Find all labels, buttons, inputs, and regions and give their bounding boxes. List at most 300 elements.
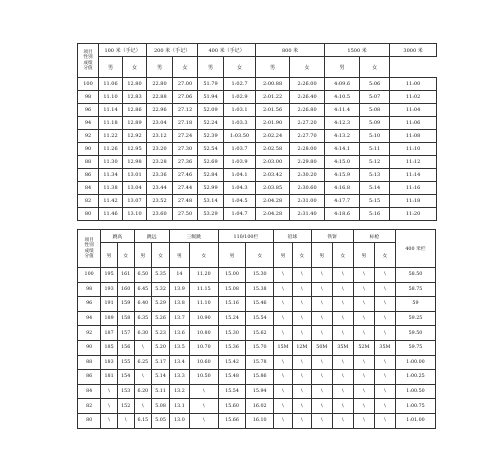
table-row <box>78 143 437 156</box>
result-cell: 5:09 <box>360 117 390 130</box>
result-cell: 1:04.3 <box>224 182 256 195</box>
result-cell: \ <box>292 413 311 428</box>
result-cell: 51.79 <box>198 78 224 91</box>
result-cell: 22.96 <box>147 104 173 117</box>
result-cell: 2:31.00 <box>290 195 325 208</box>
gender-header-cell: 女 <box>246 243 274 268</box>
result-cell: 27.46 <box>173 169 198 182</box>
result-cell: 13.0 <box>169 413 189 428</box>
result-cell: 11.30 <box>99 156 123 169</box>
result-cell: \ <box>292 399 311 414</box>
result-cell: 153 <box>117 384 134 399</box>
table-row <box>78 195 437 208</box>
result-cell: \ <box>332 399 353 414</box>
result-cell: 52.24 <box>198 117 224 130</box>
table-row <box>78 399 436 414</box>
gender-header-cell: 男 <box>311 243 332 268</box>
gender-header-cell: 女 <box>117 243 134 268</box>
event-header: 200 米（手记） <box>147 44 198 57</box>
result-cell: 59 <box>395 297 435 312</box>
result-cell: \ <box>353 384 374 399</box>
score-cell: 98 <box>78 282 101 297</box>
result-cell: 11.34 <box>99 169 123 182</box>
result-cell: \ <box>353 399 374 414</box>
result-cell: 15.60 <box>218 399 246 414</box>
result-cell: 1:04.7 <box>224 208 256 221</box>
result-cell: 2:03.85 <box>256 182 290 195</box>
gender-header-cell: 女 <box>173 57 198 78</box>
result-cell: 159 <box>117 297 134 312</box>
result-cell: 15.70 <box>246 340 274 355</box>
result-cell: \ <box>311 297 332 312</box>
result-cell: 161 <box>117 268 134 283</box>
score-cell: 82 <box>78 195 99 208</box>
corner-label-item: 项目 <box>84 237 94 243</box>
result-cell: \ <box>117 413 134 428</box>
result-cell: 11:16 <box>390 182 437 195</box>
result-cell: 1:03.50 <box>224 130 256 143</box>
result-cell: 13.4 <box>169 355 189 370</box>
result-cell: 6.40 <box>134 297 152 312</box>
result-cell: 6.45 <box>134 282 152 297</box>
table-row <box>78 156 437 169</box>
result-cell: 15M <box>274 340 293 355</box>
table-row <box>78 340 436 355</box>
result-cell: 27.36 <box>173 156 198 169</box>
result-cell: 15.08 <box>218 282 246 297</box>
score-cell: 94 <box>78 311 101 326</box>
result-cell: \ <box>292 355 311 370</box>
result-cell: 5:06 <box>360 78 390 91</box>
result-cell: \ <box>274 370 293 385</box>
result-cell: 5:14 <box>360 182 390 195</box>
gender-header-cell: 女 <box>360 57 390 78</box>
result-cell: 27.48 <box>173 195 198 208</box>
result-cell: 11:10 <box>390 143 437 156</box>
corner-label-result: 成绩 <box>83 60 93 66</box>
result-cell: 1:00.00 <box>395 355 435 370</box>
result-cell: 160 <box>117 282 134 297</box>
result-cell: 11.20 <box>189 268 218 283</box>
result-cell: 12.86 <box>123 104 147 117</box>
result-cell: 23.28 <box>147 156 173 169</box>
gender-header-cell: 女 <box>374 243 395 268</box>
gender-header-cell: 男 <box>147 57 173 78</box>
result-cell: 15.54 <box>218 384 246 399</box>
result-cell: 14 <box>169 268 189 283</box>
result-cell: 12.92 <box>123 130 147 143</box>
result-cell: 5.20 <box>152 340 170 355</box>
result-cell: 11:00 <box>390 78 437 91</box>
score-cell: 92 <box>78 326 101 341</box>
table-corner-header <box>78 230 101 268</box>
result-cell: \ <box>274 311 293 326</box>
result-cell: 11:18 <box>390 195 437 208</box>
result-cell: \ <box>274 282 293 297</box>
gender-header-cell: 男 <box>353 243 374 268</box>
result-cell: 189 <box>101 311 118 326</box>
score-cell: 86 <box>78 169 99 182</box>
result-cell: 23.04 <box>147 117 173 130</box>
corner-label-gender: 性别 <box>83 55 93 61</box>
result-cell: 5:15 <box>360 195 390 208</box>
gender-header-cell: 女 <box>224 57 256 78</box>
table-row <box>78 355 436 370</box>
table-row <box>78 370 436 385</box>
result-cell: \ <box>101 384 118 399</box>
result-cell: 11:04 <box>390 104 437 117</box>
result-cell: \ <box>332 370 353 385</box>
result-cell: \ <box>353 282 374 297</box>
result-cell: 2:26.40 <box>290 91 325 104</box>
result-cell: \ <box>353 311 374 326</box>
result-cell: 13.8 <box>169 297 189 312</box>
result-cell: 13.1 <box>169 399 189 414</box>
result-cell: 12.80 <box>123 78 147 91</box>
result-cell: 195 <box>101 268 118 283</box>
result-cell: \ <box>311 355 332 370</box>
result-cell: 13.01 <box>123 169 147 182</box>
result-cell: 59.50 <box>395 326 435 341</box>
result-cell: 27.12 <box>173 104 198 117</box>
result-cell: 1:03.1 <box>224 104 256 117</box>
score-cell: 88 <box>78 355 101 370</box>
result-cell: 2:26.00 <box>290 78 325 91</box>
result-cell: 6.25 <box>134 355 152 370</box>
event-header: 800 米 <box>256 44 325 57</box>
result-cell: 11:06 <box>390 117 437 130</box>
event-header: 100 米（手记） <box>99 44 147 57</box>
table-row <box>78 104 437 117</box>
track-score-table <box>77 43 437 221</box>
result-cell: 2:04.28 <box>256 208 290 221</box>
event-header: 110/100栏 <box>218 230 273 243</box>
result-cell: \ <box>374 311 395 326</box>
result-cell: 15.62 <box>246 326 274 341</box>
result-cell: 22.80 <box>147 78 173 91</box>
result-cell: 27.06 <box>173 91 198 104</box>
result-cell: 12.89 <box>123 117 147 130</box>
result-cell: 193 <box>101 282 118 297</box>
result-cell: 4:13.2 <box>325 130 360 143</box>
event-header: 铁饼 <box>311 230 353 243</box>
result-cell: \ <box>292 268 311 283</box>
result-cell: 2:02.58 <box>256 143 290 156</box>
corner-label-score: 分值 <box>83 65 93 71</box>
result-cell: 5:11 <box>360 143 390 156</box>
result-cell: 2:29.80 <box>290 156 325 169</box>
result-cell: \ <box>353 370 374 385</box>
result-cell: 5:12 <box>360 156 390 169</box>
gender-header-cell: 女 <box>152 243 170 268</box>
score-cell: 100 <box>78 268 101 283</box>
result-cell: 15.30 <box>246 268 274 283</box>
score-cell: 90 <box>78 340 101 355</box>
score-cell: 82 <box>78 399 101 414</box>
result-cell: \ <box>353 413 374 428</box>
result-cell: 4:15.0 <box>325 156 360 169</box>
result-cell: 11.18 <box>99 117 123 130</box>
table-row <box>78 282 436 297</box>
result-cell: 15.16 <box>218 297 246 312</box>
table-row <box>78 169 437 182</box>
result-cell: \ <box>353 268 374 283</box>
result-cell: \ <box>292 282 311 297</box>
result-cell: 2:26.80 <box>290 104 325 117</box>
gender-header-cell: 女 <box>292 243 311 268</box>
result-cell: 27.18 <box>173 117 198 130</box>
table-row <box>78 78 437 91</box>
result-cell: 1:03.3 <box>224 117 256 130</box>
table-row <box>78 384 436 399</box>
result-cell: 23.20 <box>147 143 173 156</box>
result-cell: \ <box>189 399 218 414</box>
result-cell: 1:02.7 <box>224 78 256 91</box>
result-cell: 59.25 <box>395 311 435 326</box>
result-cell: 51.94 <box>198 91 224 104</box>
corner-label-item: 项目 <box>83 50 93 56</box>
result-cell: 52.99 <box>198 182 224 195</box>
result-cell: \ <box>311 311 332 326</box>
score-cell: 88 <box>78 156 99 169</box>
result-cell: \ <box>292 326 311 341</box>
result-cell: 1:03.7 <box>224 143 256 156</box>
result-cell: \ <box>311 268 332 283</box>
result-cell: 2:01.90 <box>256 117 290 130</box>
result-cell: \ <box>311 282 332 297</box>
result-cell: 181 <box>101 370 118 385</box>
result-cell: 2:00.88 <box>256 78 290 91</box>
result-cell: 5.23 <box>152 326 170 341</box>
result-cell: 52.54 <box>198 143 224 156</box>
result-cell: 12.95 <box>123 143 147 156</box>
result-cell: 5.14 <box>152 370 170 385</box>
result-cell: 5:13 <box>360 169 390 182</box>
result-cell: 5.35 <box>152 268 170 283</box>
result-cell: \ <box>274 268 293 283</box>
result-cell: \ <box>274 413 293 428</box>
result-cell: 50M <box>311 340 332 355</box>
result-cell: 6.50 <box>134 268 152 283</box>
result-cell: 4:17.7 <box>325 195 360 208</box>
result-cell: \ <box>292 384 311 399</box>
gender-header-row <box>78 243 436 268</box>
result-cell: \ <box>274 326 293 341</box>
gender-header-cell: 女 <box>290 57 325 78</box>
score-cell: 80 <box>78 413 101 428</box>
score-cell: 100 <box>78 78 99 91</box>
result-cell: \ <box>353 297 374 312</box>
score-cell: 84 <box>78 182 99 195</box>
result-cell: 11.10 <box>99 91 123 104</box>
score-cell: 80 <box>78 208 99 221</box>
gender-header-cell: 男 <box>101 243 118 268</box>
table-row <box>78 208 437 221</box>
result-cell: \ <box>189 384 218 399</box>
result-cell: 13.2 <box>169 384 189 399</box>
result-cell: 23.12 <box>147 130 173 143</box>
result-cell: 15.66 <box>218 413 246 428</box>
result-cell: 23.44 <box>147 182 173 195</box>
result-cell: 11.06 <box>99 78 123 91</box>
result-cell: 2:02.24 <box>256 130 290 143</box>
result-cell: 52.84 <box>198 169 224 182</box>
score-cell: 92 <box>78 130 99 143</box>
result-cell: 152 <box>117 399 134 414</box>
result-cell: 6.35 <box>134 311 152 326</box>
result-cell: 15.46 <box>246 297 274 312</box>
result-cell: 156 <box>117 340 134 355</box>
result-cell: 15.38 <box>246 282 274 297</box>
field-score-rows <box>78 268 436 429</box>
result-cell: 2:31.40 <box>290 208 325 221</box>
result-cell: 4:15.9 <box>325 169 360 182</box>
result-cell: \ <box>332 282 353 297</box>
result-cell: 13.10 <box>123 208 147 221</box>
result-cell: \ <box>311 413 332 428</box>
result-cell: \ <box>332 311 353 326</box>
result-cell: 5.26 <box>152 311 170 326</box>
result-cell: 5:16 <box>360 208 390 221</box>
corner-label-score: 分值 <box>84 253 94 259</box>
score-cell: 94 <box>78 117 99 130</box>
result-cell: 13.04 <box>123 182 147 195</box>
result-cell: 10.50 <box>189 370 218 385</box>
result-cell: \ <box>101 399 118 414</box>
result-cell: \ <box>274 297 293 312</box>
event-header: 标枪 <box>353 230 395 243</box>
result-cell: 23.36 <box>147 169 173 182</box>
result-cell: 1:03.9 <box>224 156 256 169</box>
result-cell: 157 <box>117 326 134 341</box>
result-cell: 27.24 <box>173 130 198 143</box>
result-cell: 13.7 <box>169 311 189 326</box>
result-cell: 13.3 <box>169 370 189 385</box>
table-row <box>78 413 436 428</box>
result-cell: 22.88 <box>147 91 173 104</box>
result-cell: 11.14 <box>99 104 123 117</box>
result-cell: 52.09 <box>198 104 224 117</box>
result-cell: \ <box>311 370 332 385</box>
gender-header-cell: 男 <box>256 57 290 78</box>
track-score-rows <box>78 78 437 221</box>
result-cell: \ <box>134 340 152 355</box>
result-cell: 10.60 <box>189 355 218 370</box>
result-cell: 12M <box>292 340 311 355</box>
result-cell: 6.30 <box>134 326 152 341</box>
table-row <box>78 268 436 283</box>
result-cell: 11:08 <box>390 130 437 143</box>
result-cell: 191 <box>101 297 118 312</box>
result-cell: 15.42 <box>218 355 246 370</box>
result-cell: 15.36 <box>218 340 246 355</box>
result-cell: 5.29 <box>152 297 170 312</box>
result-cell: \ <box>332 413 353 428</box>
result-cell: \ <box>292 370 311 385</box>
result-cell: 53.29 <box>198 208 224 221</box>
result-cell: 13.07 <box>123 195 147 208</box>
result-cell: 155 <box>117 355 134 370</box>
result-cell: 12.98 <box>123 156 147 169</box>
event-header: 跳高 <box>101 230 134 243</box>
result-cell: 5.17 <box>152 355 170 370</box>
result-cell: 59.75 <box>395 340 435 355</box>
result-cell: 11.22 <box>99 130 123 143</box>
result-cell: 11:12 <box>390 156 437 169</box>
table-row <box>78 117 437 130</box>
result-cell: 58.50 <box>395 268 435 283</box>
gender-header-cell: 女 <box>123 57 147 78</box>
result-cell: 1:00.50 <box>395 384 435 399</box>
result-cell: 27.30 <box>173 143 198 156</box>
result-cell: 15.78 <box>246 355 274 370</box>
table-row <box>78 182 437 195</box>
result-cell: \ <box>332 355 353 370</box>
corner-label-result: 成绩 <box>84 248 94 254</box>
result-cell: 4:18.6 <box>325 208 360 221</box>
result-cell: 15.00 <box>218 268 246 283</box>
result-cell: 4:09.6 <box>325 78 360 91</box>
gender-header-cell: 男 <box>169 243 189 268</box>
result-cell: 10.70 <box>189 340 218 355</box>
corner-label-gender: 性别 <box>84 243 94 249</box>
score-cell: 98 <box>78 91 99 104</box>
result-cell: 58.75 <box>395 282 435 297</box>
result-cell: 11:14 <box>390 169 437 182</box>
result-cell: 11.46 <box>99 208 123 221</box>
result-cell: 13.9 <box>169 282 189 297</box>
table-row <box>78 91 437 104</box>
result-cell: 11.42 <box>99 195 123 208</box>
gender-header-cell: 男 <box>134 243 152 268</box>
event-header: 跳远 <box>134 230 169 243</box>
result-cell: \ <box>332 297 353 312</box>
result-cell: 15.94 <box>246 384 274 399</box>
result-cell: \ <box>134 370 152 385</box>
result-cell: \ <box>374 326 395 341</box>
result-cell: 5:08 <box>360 104 390 117</box>
result-cell: \ <box>374 399 395 414</box>
result-cell: \ <box>101 413 118 428</box>
result-cell: 12.83 <box>123 91 147 104</box>
result-cell: 10.80 <box>189 326 218 341</box>
result-cell: 2:01.22 <box>256 91 290 104</box>
result-cell: 5:07 <box>360 91 390 104</box>
result-cell: 52.69 <box>198 156 224 169</box>
result-cell: \ <box>353 355 374 370</box>
gender-header-cell: 男 <box>325 57 360 78</box>
result-cell: 15.54 <box>246 311 274 326</box>
result-cell: \ <box>292 311 311 326</box>
result-cell: 4:16.8 <box>325 182 360 195</box>
result-cell: \ <box>332 384 353 399</box>
result-cell: \ <box>332 326 353 341</box>
result-cell: 6.20 <box>134 384 152 399</box>
result-cell: \ <box>311 326 332 341</box>
result-cell: 2:30.60 <box>290 182 325 195</box>
result-cell: 5.05 <box>152 413 170 428</box>
result-cell: 4:14.1 <box>325 143 360 156</box>
result-cell: \ <box>374 297 395 312</box>
result-cell: 35M <box>332 340 353 355</box>
event-header: 400 米（手记） <box>198 44 256 57</box>
result-cell: 5.32 <box>152 282 170 297</box>
result-cell: \ <box>311 399 332 414</box>
gender-header-cell: 男 <box>99 57 123 78</box>
event-header: 400 米栏 <box>395 230 435 268</box>
result-cell: 15.86 <box>246 370 274 385</box>
result-cell: \ <box>311 384 332 399</box>
